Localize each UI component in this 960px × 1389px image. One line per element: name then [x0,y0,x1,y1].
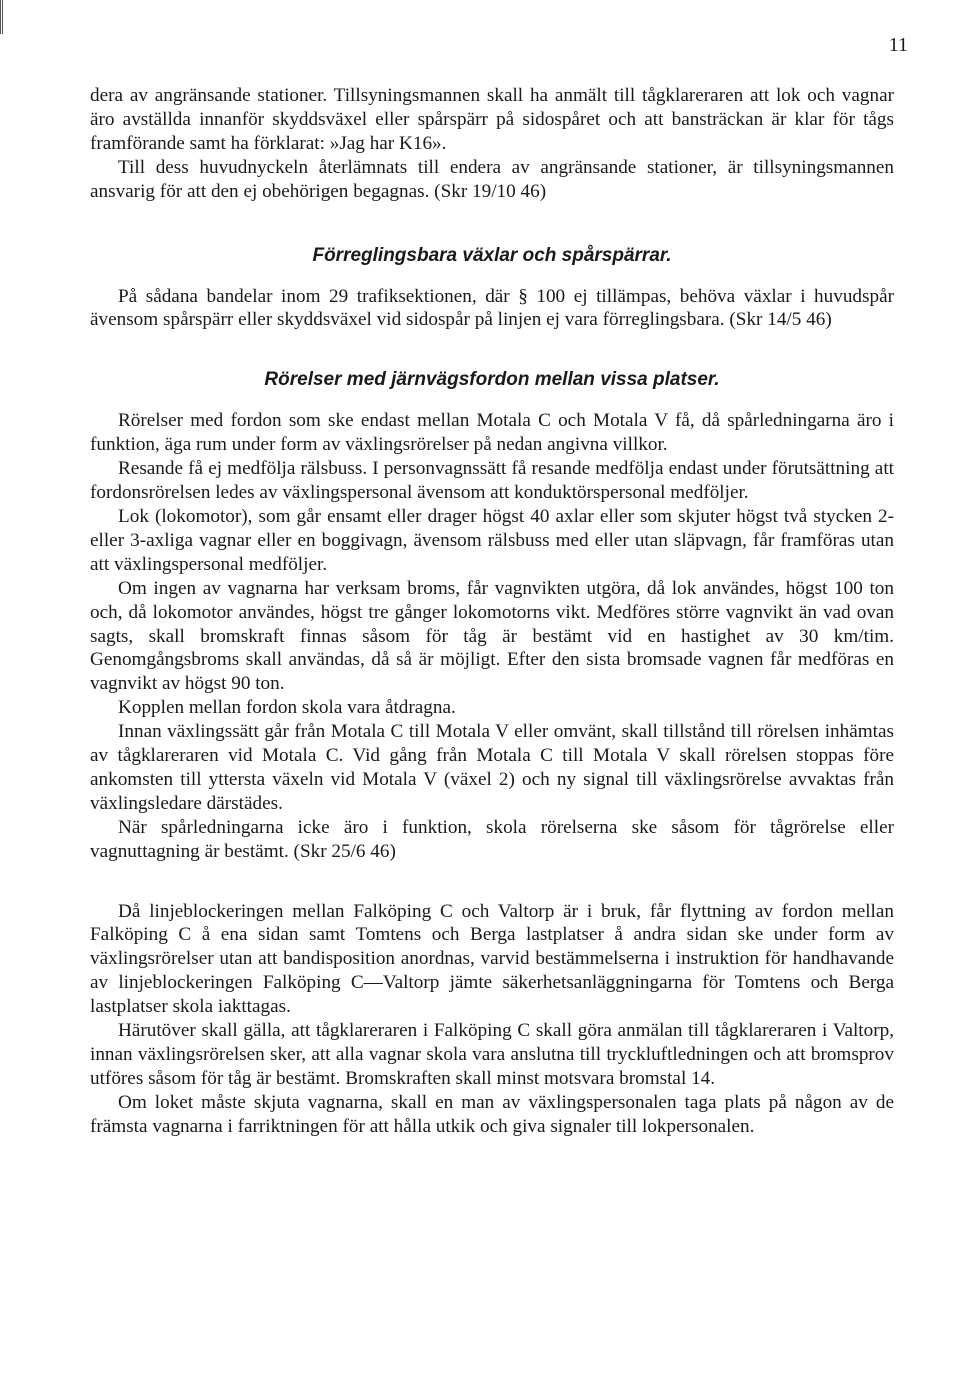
section-heading: Rörelser med järnvägsfordon mellan vissa platser. [264,369,720,391]
document-body [90,84,894,1139]
section-block [90,409,894,863]
section-block [90,285,894,333]
intro-paragraph: dera av angränsande stationer. Tillsyningsmannen skall ha anmält till tågklareraren att lok och vagnar äro avställda innanför skyddsväxel eller spårspärr på sidospåret och att bansträckan är klar för tågs framförande samt ha förklarat: »Jag har K16». [90,85,894,154]
section-paragraph: Innan växlingssätt går från Motala C till Motala V eller omvänt, skall tillstånd till rörelsen inhämtas av tågklareraren vid Motala C. Vid gång från Motala C till Motala V skall rörelsen stoppas före ankomsten till yttersta växeln vid Motala V (växel 2) och ny signal till växlingsrörelse avvaktas från växlingsledare därstädes. [90,721,894,814]
section-paragraph: Om ingen av vagnarna har verksam broms, får vagnvikten utgöra, då lok användes, högst 100 ton och, då lokomotor användes, högst tre gånger lokomotorns vikt. Medföres större vagnvikt än vad ovan sagts, skall bromskraft finnas såsom för tåg är bestämt vid en hastighet av 30 km/tim. Genomgångsbroms skall användas, då så är möjligt. Efter den sista bromsade vagnen får medföras en vagnvikt av högst 90 ton. [90,577,894,695]
section-paragraph: Rörelser med fordon som ske endast mellan Motala C och Motala V få, då spårledningarna äro i funktion, äga rum under form av växlingsrörelser på nedan angivna villkor. [90,410,894,456]
section-paragraph: Resande få ej medfölja rälsbuss. I personvagnssätt få resande medfölja endast under förutsättning att fordonsrörelsen ledes av växlingspersonal ävensom att konduktörspersonal medföljer. [90,458,894,504]
closing-block [90,900,894,1139]
closing-paragraph: Härutöver skall gälla, att tågklareraren i Falköping C skall göra anmälan till tågklareraren i Valtorp, innan växlingsrörelsen sker, att alla vagnar skola vara anslutna till tryckluftledningen och att bromsprov utföres såsom för tåg är bestämt. Bromskraften skall minst motsvara bromstal 14. [90,1020,894,1089]
page-number: 11 [888,34,908,56]
section-paragraph: På sådana bandelar inom 29 trafiksektionen, där § 100 ej tillämpas, behöva växlar i huvudspår ävensom spårspärr eller skyddsväxel vid sidospår på linjen ej vara förreglingsbara. (Skr 14/5 46) [90,285,894,331]
intro-block [90,84,894,204]
intro-paragraph: Till dess huvudnyckeln återlämnats till endera av angränsande stationer, är tillsyningsmannen ansvarig för att den ej obehörigen begagnas. (Skr 19/10 46) [90,156,894,202]
scan-edge-mark [0,0,3,34]
section-heading: Förreglingsbara växlar och spårspärrar. [312,244,672,266]
closing-paragraph: Då linjeblockeringen mellan Falköping C och Valtorp är i bruk, får flyttning av fordon mellan Falköping C å ena sidan samt Tomtens och Berga lastplatser å andra sidan ske under form av växlingsrörelser utan att bandisposition anordnas, varvid bestämmelserna i instruktion för handhavande av linjeblockeringen Falköping C—Valtorp jämte säkerhetsanläggningarna för Tomtens och Berga lastplatser skola iakttagas. [90,900,894,1018]
section-paragraph: Lok (lokomotor), som går ensamt eller drager högst 40 axlar eller som skjuter högst två stycken 2- eller 3-axliga vagnar eller en boggivagn, ävensom rälsbuss med eller utan släpvagn, får framföras utan att växlingspersonal medföljer. [90,505,894,575]
section-paragraph: Kopplen mellan fordon skola vara åtdragna. [118,697,456,719]
section-paragraph: När spårledningarna icke äro i funktion, skola rörelserna ske såsom för tågrörelse eller vagnuttagning är bestämt. (Skr 25/6 46) [90,816,894,862]
closing-paragraph: Om loket måste skjuta vagnarna, skall en man av växlingspersonalen taga plats på någon av de främsta vagnarna i farriktningen för att hålla utkik och giva signaler till lokpersonalen. [90,1091,894,1137]
